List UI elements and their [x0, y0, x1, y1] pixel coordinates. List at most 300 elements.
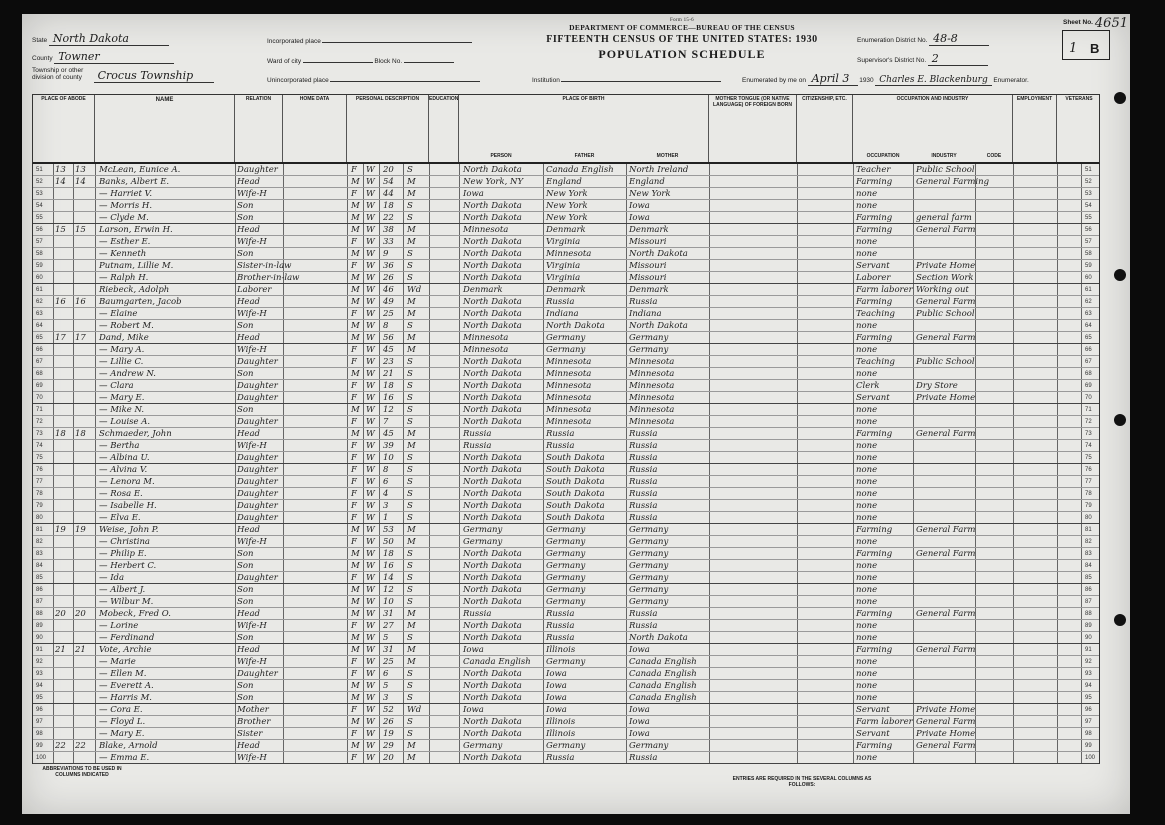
marital-status: M: [407, 753, 416, 763]
industry: [916, 416, 975, 428]
sex: M: [351, 333, 360, 343]
dwelling-number: 20: [55, 609, 66, 619]
relation: Wife-H: [237, 189, 267, 199]
table-row: [33, 272, 1099, 284]
person-name: — Herbert C.: [99, 561, 157, 571]
marital-status: M: [407, 345, 416, 355]
race: W: [366, 369, 375, 379]
person-name: — Albina U.: [99, 453, 150, 463]
person-birthplace: North Dakota: [463, 693, 522, 703]
line-number: 98: [36, 731, 43, 737]
family-number: [75, 512, 93, 524]
table-row: [33, 728, 1099, 740]
person-name: — Bertha: [99, 441, 140, 451]
race: W: [366, 285, 375, 295]
age: 12: [383, 585, 394, 595]
father-birthplace: Iowa: [546, 681, 567, 691]
line-number: 60: [36, 275, 43, 281]
person-name: — Ellen M.: [99, 669, 147, 679]
mother-birthplace: Missouri: [629, 273, 667, 283]
dwelling-number: [55, 308, 73, 320]
line-number-right: 63: [1085, 311, 1092, 317]
mother-birthplace: Russia: [629, 465, 658, 475]
mother-birthplace: Missouri: [629, 261, 667, 271]
industry: Public School: [916, 357, 975, 367]
sex: F: [351, 621, 357, 631]
line-number-right: 83: [1085, 551, 1092, 557]
dwelling-number: 13: [55, 165, 66, 175]
occupation: Farming: [856, 609, 893, 619]
dwelling-number: 19: [55, 525, 66, 535]
marital-status: M: [407, 309, 416, 319]
race: W: [366, 165, 375, 175]
line-number-right: 76: [1085, 467, 1092, 473]
family-number: [75, 596, 93, 608]
line-number: 61: [36, 287, 43, 293]
industry: [916, 632, 975, 644]
col-name: NAME: [95, 95, 235, 162]
col-industry: INDUSTRY: [931, 153, 957, 160]
industry: General Farm: [916, 225, 976, 235]
table-row: [33, 260, 1099, 272]
sex: M: [351, 297, 360, 307]
race: W: [366, 249, 375, 259]
sex: F: [351, 441, 357, 451]
age: 9: [383, 249, 389, 259]
occupation: none: [856, 513, 878, 523]
relation: Wife-H: [237, 441, 267, 451]
table-row: [33, 296, 1099, 308]
father-birthplace: Denmark: [546, 225, 586, 235]
mother-birthplace: Russia: [629, 297, 658, 307]
family-number: [75, 500, 93, 512]
enumeration-district-value: 48-8: [929, 32, 989, 46]
table-row: [33, 176, 1099, 188]
person-birthplace: North Dakota: [463, 669, 522, 679]
person-birthplace: North Dakota: [463, 453, 522, 463]
age: 39: [383, 441, 394, 451]
line-number-right: 85: [1085, 575, 1092, 581]
relation: Son: [237, 549, 254, 559]
sex: F: [351, 729, 357, 739]
mother-birthplace: England: [629, 177, 665, 187]
enumerated-field: [742, 72, 1029, 86]
line-number-right: 56: [1085, 227, 1092, 233]
relation: Head: [237, 177, 260, 187]
race: W: [366, 741, 375, 751]
line-number-right: 59: [1085, 263, 1092, 269]
person-birthplace: Minnesota: [463, 333, 509, 343]
age: 45: [383, 429, 394, 439]
family-number: [75, 752, 93, 764]
father-birthplace: New York: [546, 213, 588, 223]
occupation: none: [856, 669, 878, 679]
father-birthplace: Minnesota: [546, 405, 592, 415]
line-number: 68: [36, 371, 43, 377]
age: 49: [383, 297, 394, 307]
industry: [916, 368, 975, 380]
sheet-number-box: [1062, 19, 1110, 60]
line-number-right: 84: [1085, 563, 1092, 569]
occupation: Farming: [856, 225, 893, 235]
marital-status: S: [407, 561, 413, 571]
line-number-right: 54: [1085, 203, 1092, 209]
department-heading: DEPARTMENT OF COMMERCE—BUREAU OF THE CENSUS: [569, 23, 795, 32]
relation: Daughter: [237, 573, 278, 583]
father-birthplace: Germany: [546, 333, 586, 343]
occupation: Servant: [856, 393, 890, 403]
marital-status: S: [407, 717, 413, 727]
table-row: [33, 416, 1099, 428]
mother-birthplace: Minnesota: [629, 393, 675, 403]
line-number: 57: [36, 239, 43, 245]
table-row: [33, 284, 1099, 296]
person-name: McLean, Eunice A.: [99, 165, 181, 175]
industry: [916, 584, 975, 596]
industry: [916, 320, 975, 332]
mother-birthplace: Russia: [629, 513, 658, 523]
occupation: Teacher: [856, 165, 891, 175]
county-field: [32, 50, 174, 64]
family-number: [75, 284, 93, 296]
occupation: Farming: [856, 429, 893, 439]
line-number-right: 92: [1085, 659, 1092, 665]
father-birthplace: Germany: [546, 537, 586, 547]
mother-birthplace: Germany: [629, 573, 669, 583]
marital-status: S: [407, 165, 413, 175]
person-birthplace: Iowa: [463, 645, 484, 655]
age: 16: [383, 393, 394, 403]
enumeration-district-label: Enumeration District No.: [857, 37, 928, 44]
dwelling-number: [55, 572, 73, 584]
occupation: none: [856, 453, 878, 463]
family-number: [75, 476, 93, 488]
dwelling-number: [55, 476, 73, 488]
person-birthplace: North Dakota: [463, 249, 522, 259]
relation: Wife-H: [237, 753, 267, 763]
sex: F: [351, 393, 357, 403]
race: W: [366, 525, 375, 535]
line-number: 77: [36, 479, 43, 485]
dwelling-number: [55, 188, 73, 200]
mother-birthplace: Canada English: [629, 669, 697, 679]
occupation: none: [856, 573, 878, 583]
sex: M: [351, 225, 360, 235]
relation: Daughter: [237, 501, 278, 511]
mother-birthplace: Minnesota: [629, 369, 675, 379]
age: 54: [383, 177, 394, 187]
person-name: — Mike N.: [99, 405, 145, 415]
dwelling-number: [55, 272, 73, 284]
sex: F: [351, 189, 357, 199]
census-sheet: [22, 14, 1130, 814]
age: 50: [383, 537, 394, 547]
mother-birthplace: Russia: [629, 621, 658, 631]
person-birthplace: North Dakota: [463, 417, 522, 427]
col-occupation-industry: [853, 95, 1013, 162]
table-row: [33, 236, 1099, 248]
dwelling-number: [55, 656, 73, 668]
supervisor-district-label: Supervisor's District No.: [857, 57, 927, 64]
occupation: Farming: [856, 741, 893, 751]
line-number: 86: [36, 587, 43, 593]
family-number: 13: [75, 165, 86, 175]
person-name: — Floyd L.: [99, 717, 146, 727]
industry: [916, 668, 975, 680]
dwelling-number: [55, 632, 73, 644]
col-person: PERSON: [490, 153, 512, 160]
sex: F: [351, 237, 357, 247]
dwelling-number: 18: [55, 429, 66, 439]
marital-status: S: [407, 453, 413, 463]
relation: Head: [237, 609, 260, 619]
industry: Private Home: [916, 729, 976, 739]
marital-status: M: [407, 441, 416, 451]
mother-birthplace: Germany: [629, 597, 669, 607]
mother-birthplace: North Dakota: [629, 633, 688, 643]
person-birthplace: Denmark: [463, 285, 503, 295]
relation: Daughter: [237, 165, 278, 175]
marital-status: M: [407, 333, 416, 343]
line-number-right: 94: [1085, 683, 1092, 689]
industry: Dry Store: [916, 381, 958, 391]
sex: M: [351, 249, 360, 259]
person-birthplace: Minnesota: [463, 345, 509, 355]
line-number-right: 53: [1085, 191, 1092, 197]
line-number: 80: [36, 515, 43, 521]
father-birthplace: Minnesota: [546, 381, 592, 391]
table-row: [33, 452, 1099, 464]
age: 10: [383, 453, 394, 463]
relation: Son: [237, 321, 254, 331]
line-number-right: 75: [1085, 455, 1092, 461]
person-name: — Mary A.: [99, 345, 145, 355]
race: W: [366, 477, 375, 487]
person-birthplace: North Dakota: [463, 753, 522, 763]
line-number-right: 65: [1085, 335, 1092, 341]
dwelling-number: [55, 464, 73, 476]
age: 12: [383, 405, 394, 415]
institution-label: Institution: [532, 77, 560, 84]
marital-status: S: [407, 585, 413, 595]
line-number: 89: [36, 623, 43, 629]
line-number-right: 96: [1085, 707, 1092, 713]
father-birthplace: South Dakota: [546, 477, 605, 487]
father-birthplace: Denmark: [546, 285, 586, 295]
institution-field: [532, 77, 721, 84]
father-birthplace: Iowa: [546, 693, 567, 703]
occupation: none: [856, 369, 878, 379]
father-birthplace: Iowa: [546, 705, 567, 715]
race: W: [366, 465, 375, 475]
punch-hole: [1114, 414, 1126, 426]
industry: General Farm: [916, 333, 976, 343]
age: 20: [383, 165, 394, 175]
table-row: [33, 584, 1099, 596]
race: W: [366, 345, 375, 355]
sex: F: [351, 261, 357, 271]
marital-status: S: [407, 489, 413, 499]
industry: [916, 500, 975, 512]
person-birthplace: North Dakota: [463, 213, 522, 223]
line-number-right: 95: [1085, 695, 1092, 701]
dwelling-number: 15: [55, 225, 66, 235]
age: 1: [383, 513, 389, 523]
line-number-right: 99: [1085, 743, 1092, 749]
person-name: Banks, Albert E.: [99, 177, 170, 187]
father-birthplace: South Dakota: [546, 501, 605, 511]
father-birthplace: England: [546, 177, 582, 187]
marital-status: M: [407, 741, 416, 751]
col-employment: EMPLOYMENT: [1013, 95, 1057, 162]
father-birthplace: Minnesota: [546, 249, 592, 259]
relation: Wife-H: [237, 621, 267, 631]
relation: Daughter: [237, 465, 278, 475]
mother-birthplace: Germany: [629, 345, 669, 355]
industry: General Farm: [916, 297, 976, 307]
sex: M: [351, 405, 360, 415]
table-row: [33, 224, 1099, 236]
sex: F: [351, 465, 357, 475]
table-row: [33, 428, 1099, 440]
line-number: 83: [36, 551, 43, 557]
person-name: Baumgarten, Jacob: [99, 297, 182, 307]
occupation: none: [856, 501, 878, 511]
table-row: [33, 392, 1099, 404]
father-birthplace: Virginia: [546, 237, 581, 247]
family-number: [75, 620, 93, 632]
father-birthplace: Russia: [546, 297, 575, 307]
col-place-of-abode: PLACE OF ABODE: [33, 95, 95, 162]
col-personal-description: PERSONAL DESCRIPTION: [347, 95, 429, 162]
census-rows: [32, 164, 1100, 764]
age: 44: [383, 189, 394, 199]
dwelling-number: 14: [55, 177, 66, 187]
dwelling-number: 17: [55, 333, 66, 343]
person-name: — Emma E.: [99, 753, 150, 763]
relation: Wife-H: [237, 345, 267, 355]
person-birthplace: North Dakota: [463, 513, 522, 523]
age: 25: [383, 309, 394, 319]
sex: M: [351, 213, 360, 223]
age: 7: [383, 417, 389, 427]
relation: Son: [237, 405, 254, 415]
person-birthplace: North Dakota: [463, 201, 522, 211]
industry: [916, 404, 975, 416]
enumerated-year: 1930: [859, 77, 874, 84]
race: W: [366, 237, 375, 247]
line-number-right: 98: [1085, 731, 1092, 737]
relation: Head: [237, 297, 260, 307]
person-name: — Cora E.: [99, 705, 143, 715]
age: 6: [383, 669, 389, 679]
table-row: [33, 512, 1099, 524]
age: 8: [383, 465, 389, 475]
father-birthplace: Russia: [546, 753, 575, 763]
father-birthplace: Germany: [546, 657, 586, 667]
marital-status: S: [407, 681, 413, 691]
occupation: none: [856, 201, 878, 211]
industry: [916, 572, 975, 584]
person-name: — Harriet V.: [99, 189, 153, 199]
dwelling-number: [55, 584, 73, 596]
dwelling-number: [55, 356, 73, 368]
race: W: [366, 633, 375, 643]
col-citizenship: CITIZENSHIP, ETC.: [797, 95, 853, 162]
line-number-right: 72: [1085, 419, 1092, 425]
table-row: [33, 332, 1099, 344]
father-birthplace: Germany: [546, 585, 586, 595]
person-name: — Isabelle H.: [99, 501, 157, 511]
person-birthplace: North Dakota: [463, 729, 522, 739]
person-birthplace: North Dakota: [463, 477, 522, 487]
occupation: none: [856, 621, 878, 631]
mother-birthplace: Germany: [629, 549, 669, 559]
person-name: Riebeck, Adolph: [99, 285, 170, 295]
unincorporated-field: [267, 77, 480, 84]
table-row: [33, 608, 1099, 620]
race: W: [366, 717, 375, 727]
person-birthplace: Russia: [463, 609, 492, 619]
line-number-right: 66: [1085, 347, 1092, 353]
industry: [916, 476, 975, 488]
sex: M: [351, 525, 360, 535]
enumerator-name: Charles E. Blackenburg: [875, 75, 991, 86]
father-birthplace: Germany: [546, 525, 586, 535]
father-birthplace: New York: [546, 201, 588, 211]
age: 46: [383, 285, 394, 295]
relation: Sister: [237, 729, 263, 739]
relation: Head: [237, 429, 260, 439]
line-number: 52: [36, 179, 43, 185]
age: 53: [383, 525, 394, 535]
table-row: [33, 560, 1099, 572]
sex: F: [351, 165, 357, 175]
table-row: [33, 488, 1099, 500]
relation: Son: [237, 693, 254, 703]
person-name: Larson, Erwin H.: [99, 225, 173, 235]
table-row: [33, 356, 1099, 368]
sex: M: [351, 717, 360, 727]
industry: [916, 188, 975, 200]
mother-birthplace: Minnesota: [629, 381, 675, 391]
line-number: 62: [36, 299, 43, 305]
father-birthplace: Germany: [546, 561, 586, 571]
dwelling-number: [55, 284, 73, 296]
dwelling-number: 22: [55, 741, 66, 751]
father-birthplace: Germany: [546, 597, 586, 607]
dwelling-number: [55, 452, 73, 464]
line-number-right: 55: [1085, 215, 1092, 221]
punch-hole: [1114, 92, 1126, 104]
race: W: [366, 597, 375, 607]
age: 45: [383, 345, 394, 355]
father-birthplace: Russia: [546, 633, 575, 643]
line-number: 76: [36, 467, 43, 473]
father-birthplace: Germany: [546, 573, 586, 583]
sex: F: [351, 453, 357, 463]
person-name: — Mary E.: [99, 393, 145, 403]
race: W: [366, 657, 375, 667]
line-number: 97: [36, 719, 43, 725]
dwelling-number: [55, 392, 73, 404]
table-row: [33, 632, 1099, 644]
census-title: FIFTEENTH CENSUS OF THE UNITED STATES: 1930: [546, 34, 818, 45]
industry: [916, 656, 975, 668]
marital-status: S: [407, 549, 413, 559]
person-birthplace: North Dakota: [463, 549, 522, 559]
person-birthplace: Canada English: [463, 657, 531, 667]
